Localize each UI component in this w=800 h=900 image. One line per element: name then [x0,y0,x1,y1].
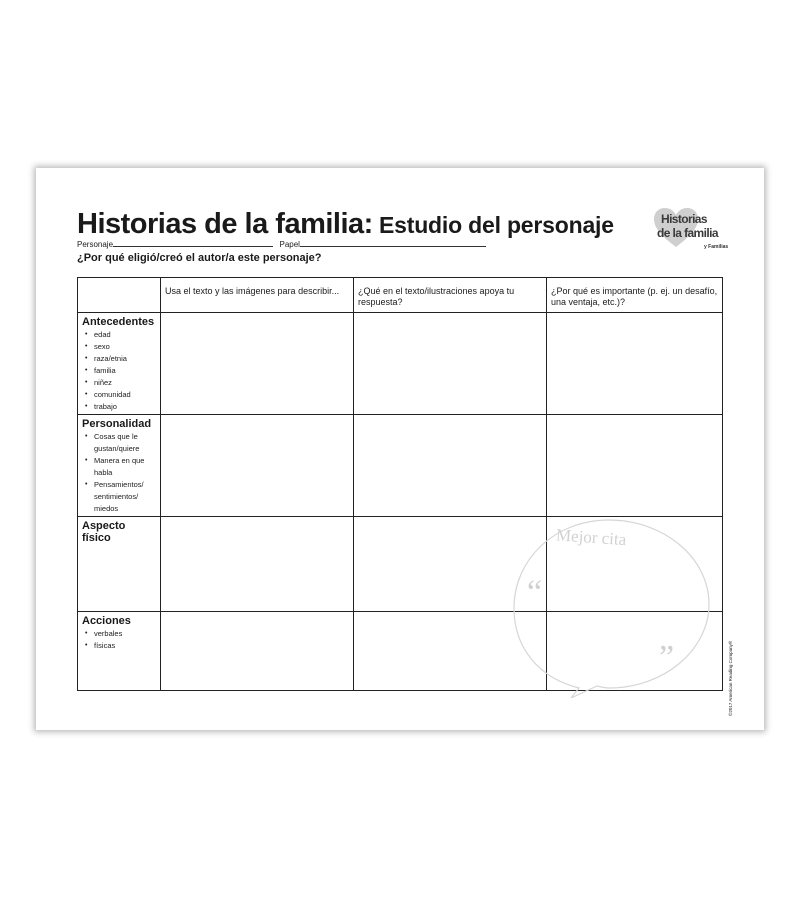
prompt-question: ¿Por qué eligió/creó el autor/a este personaje? [77,252,322,264]
list-item: • físicas [94,640,156,652]
answer-cell[interactable] [547,313,723,415]
list-item: • niñez [94,377,156,389]
answer-cell[interactable] [354,415,547,517]
list-item: • Pensamientos/ sentimientos/ miedos [94,479,156,515]
page-title [77,204,614,241]
header-cell-evidence: ¿Qué en el texto/ilustraciones apoya tu respuesta? [354,278,547,313]
row-header-personalidad [78,415,161,517]
personaje-line[interactable] [113,239,273,247]
list-item: • comunidad [94,389,156,401]
row-title: Personalidad [82,418,152,430]
answer-cell[interactable] [161,612,354,691]
list-item: • verbales [94,628,156,640]
list-item: • Cosas que le gustan/quiere [94,431,156,455]
list-item: • raza/etnia [94,353,156,365]
worksheet-page [36,168,764,730]
watermark-text: Mejor cita [555,525,627,550]
row-header-antecedentes [78,313,161,415]
logo-line-1: Historias [661,212,707,226]
list-item: • edad [94,329,156,341]
answer-cell[interactable] [547,415,723,517]
list-item: • sexo [94,341,156,353]
copyright-text: ©2017 American Reading Company® [728,640,733,716]
bullet-list [82,329,156,413]
answer-cell[interactable] [161,313,354,415]
row-header-acciones [78,612,161,691]
open-quote-icon: “ [527,574,543,611]
row-title: Acciones [82,615,131,627]
bullet-list [82,628,156,652]
header-cell-describe: Usa el texto y las imágenes para describir... [161,278,354,313]
close-quote-icon: ” [659,639,675,676]
personaje-label: Personaje [77,240,114,249]
row-title: Aspecto físico [82,520,126,544]
header-cell-blank [78,278,161,313]
row-header-aspecto-fisico [78,517,161,612]
brand-logo [652,207,732,257]
table-row [78,415,723,517]
list-item: • trabajo [94,401,156,413]
header-cell-importance: ¿Por qué es importante (p. ej. un desafío, una ventaja, etc.)? [547,278,723,313]
row-title: Antecedentes [82,316,155,328]
papel-label: Papel [279,240,300,249]
name-fields [77,239,486,249]
answer-cell[interactable] [354,313,547,415]
speech-bubble-watermark [509,508,714,698]
list-item: • familia [94,365,156,377]
answer-cell[interactable] [161,517,354,612]
table-header-row [78,278,723,313]
list-item: • Manera en que habla [94,455,156,479]
bullet-list [82,431,156,515]
answer-cell[interactable] [161,415,354,517]
logo-line-3: y Familias [704,244,729,250]
table-row [78,313,723,415]
papel-line[interactable] [300,239,486,247]
title-main: Historias de la familia: [77,208,373,240]
title-sub: Estudio del personaje [372,212,614,238]
logo-line-2: de la familia [657,226,718,240]
